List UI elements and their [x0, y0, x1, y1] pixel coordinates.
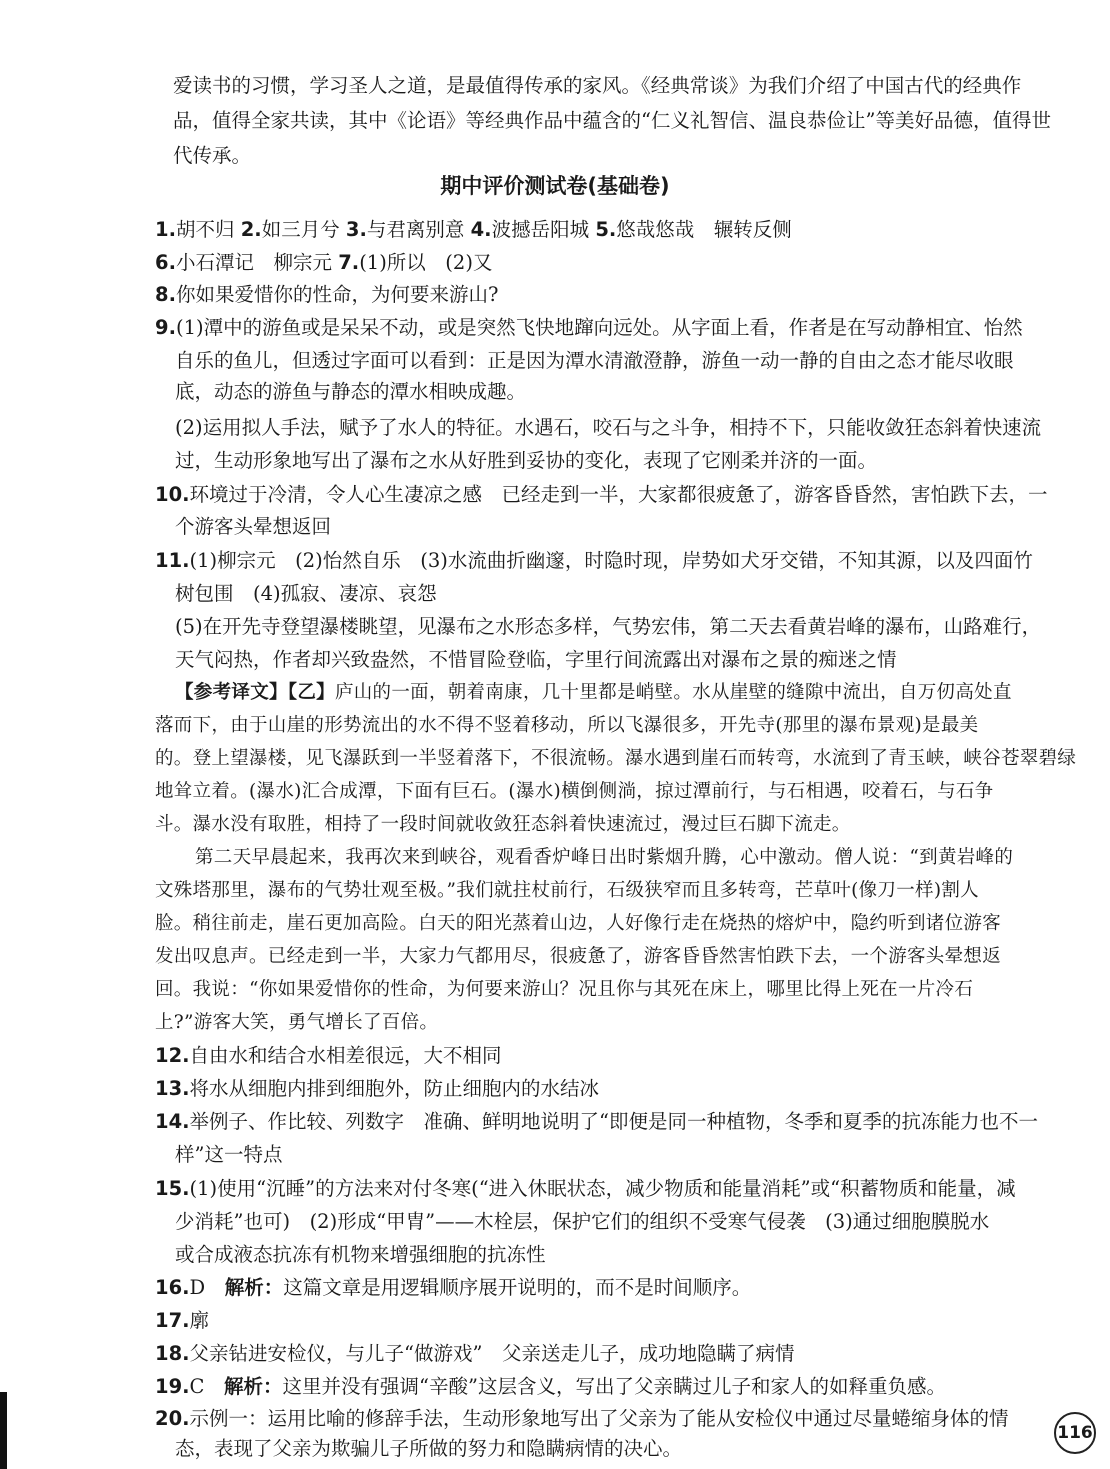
- answer-14-line: 样”这一特点: [175, 1143, 283, 1166]
- answer-9-line: 过，生动形象地写出了瀑布之水从好胜到妥协的变化，表现了它刚柔并济的一面。: [175, 449, 878, 472]
- answer-9: 9.(1)潭中的游鱼或是呆呆不动，或是突然飞快地蹿向远处。从字面上看，作者是在写动静相宜、怡然: [155, 316, 1023, 339]
- answer-14: 14.举例子、作比较、列数字 准确、鲜明地说明了“即便是同一种植物，冬季和夏季的抗冻能力也不一: [155, 1110, 1039, 1133]
- page-edge-mark: [0, 1392, 7, 1469]
- answer-10-line: 个游客头晕想返回: [175, 515, 332, 538]
- reference-line: 第二天早晨起来，我再次来到峡谷，观看香炉峰日出时紫烟升腾，心中激动。僧人说：“到黄岩峰的: [195, 847, 1014, 868]
- answer-16: 16.D 解析：这篇文章是用逻辑顺序展开说明的，而不是时间顺序。: [155, 1276, 752, 1299]
- answer-11-line: 天气闷热，作者却兴致盎然，不惜冒险登临，字里行间流露出对瀑布之景的痴迷之情: [175, 648, 897, 671]
- answer-12: 12.自由水和结合水相差很远，大不相同: [155, 1044, 502, 1067]
- answer-8: 8.你如果爱惜你的性命，为何要来游山?: [155, 283, 499, 306]
- reference-line: 斗。瀑水没有取胜，相持了一段时间就收敛狂态斜着快速流过，漫过巨石脚下流走。: [155, 814, 851, 835]
- answer-13: 13.将水从细胞内排到细胞外，防止细胞内的水结冰: [155, 1077, 600, 1100]
- answer-15: 15.(1)使用“沉睡”的方法来对付冬寒(“进入休眠状态，减少物质和能量消耗”或“积蓄物质和能量，减: [155, 1177, 1016, 1200]
- answer-19: 19.C 解析：这里并没有强调“辛酸”这层含义，写出了父亲瞒过儿子和家人的如释重负感。: [155, 1375, 946, 1398]
- section-title: 期中评价测试卷(基础卷): [440, 174, 670, 198]
- reference-line: 的。登上望瀑楼，见飞瀑跃到一半竖着落下，不很流畅。瀑水遇到崖石而转弯，水流到了青玉峡，峡谷苍翠碧绿: [155, 748, 1077, 769]
- answer-11-line: 树包围 (4)孤寂、凄凉、哀怨: [175, 582, 437, 605]
- intro-line: 代传承。: [173, 144, 252, 167]
- answer-11-line: (5)在开先寺登望瀑楼眺望，见瀑布之水形态多样，气势宏伟，第二天去看黄岩峰的瀑布，山路难行，: [175, 615, 1042, 638]
- answer-15-line: 少消耗”也可) (2)形成“甲胄”——木栓层，保护它们的组织不受寒气侵袭 (3)通过细胞膜脱水: [175, 1210, 990, 1233]
- answer-11: 11.(1)柳宗元 (2)怡然自乐 (3)水流曲折幽邃，时隐时现，岸势如犬牙交错，不知其源，以及四面竹: [155, 549, 1033, 572]
- answer-6-7: 6.小石潭记 柳宗元 7.(1)所以 (2)又: [155, 251, 493, 274]
- answer-9-line: (2)运用拟人手法，赋予了水人的特征。水遇石，咬石与之斗争，相持不下，只能收敛狂态斜着快速流: [175, 416, 1042, 439]
- reference-line: 文殊塔那里，瀑布的气势壮观至极。”我们就拄杖前行，石级狭窄而且多转弯，芒草叶(像刀一样)割人: [155, 880, 979, 901]
- answer-1-5: 1.胡不归 2.如三月兮 3.与君离别意 4.波撼岳阳城 5.悠哉悠哉 辗转反侧: [155, 218, 792, 241]
- reference-line: 上?”游客大笑，勇气增长了百倍。: [155, 1012, 439, 1033]
- reference-translation: 【参考译文】【乙】庐山的一面，朝着南康，几十里都是峭壁。水从崖壁的缝隙中流出，自万仞高处直: [175, 682, 1012, 703]
- answer-20-line: 态，表现了父亲为欺骗儿子所做的努力和隐瞒病情的决心。: [175, 1437, 683, 1460]
- reference-line: 地耸立着。(瀑水)汇合成潭，下面有巨石。(瀑水)横倒侧淌，掠过潭前行，与石相遇，咬着石，与石争: [155, 781, 994, 802]
- page-number: 116: [1054, 1412, 1096, 1454]
- reference-line: 落而下，由于山崖的形势流出的水不得不竖着移动，所以飞瀑很多，开先寺(那里的瀑布景观)是最美: [155, 715, 979, 736]
- answer-15-line: 或合成液态抗冻有机物来增强细胞的抗冻性: [175, 1243, 546, 1266]
- reference-line: 发出叹息声。已经走到一半，大家力气都用尽，很疲惫了，游客昏昏然害怕跌下去，一个游客头晕想返: [155, 946, 1002, 967]
- answer-9-line: 底，动态的游鱼与静态的潭水相映成趣。: [175, 380, 527, 403]
- answer-10: 10.环境过于冷清，令人心生凄凉之感 已经走到一半，大家都很疲惫了，游客昏昏然，害怕跌下去，一: [155, 483, 1048, 506]
- answer-20: 20.示例一：运用比喻的修辞手法，生动形象地写出了父亲为了能从安检仪中通过尽量蜷缩身体的情: [155, 1407, 1009, 1430]
- intro-line: 品，值得全家共读，其中《论语》等经典作品中蕴含的“仁义礼智信、温良恭俭让”等美好品德，值得世: [173, 109, 1051, 132]
- reference-line: 脸。稍往前走，崖石更加高险。白天的阳光蒸着山边，人好像行走在烧热的熔炉中，隐约听到诸位游客: [155, 913, 1002, 934]
- answer-18: 18.父亲钻进安检仪，与儿子“做游戏” 父亲送走儿子，成功地隐瞒了病情: [155, 1342, 795, 1365]
- answer-9-line: 自乐的鱼儿，但透过字面可以看到：正是因为潭水清澈澄静，游鱼一动一静的自由之态才能尽收眼: [175, 349, 1014, 372]
- reference-line: 回。我说：“你如果爱惜你的性命，为何要来游山？况且你与其死在床上，哪里比得上死在一片冷石: [155, 979, 974, 1000]
- intro-line: 爱读书的习惯，学习圣人之道，是最值得传承的家风。《经典常谈》为我们介绍了中国古代的经典作: [173, 74, 1022, 97]
- answer-17: 17.廓: [155, 1309, 210, 1332]
